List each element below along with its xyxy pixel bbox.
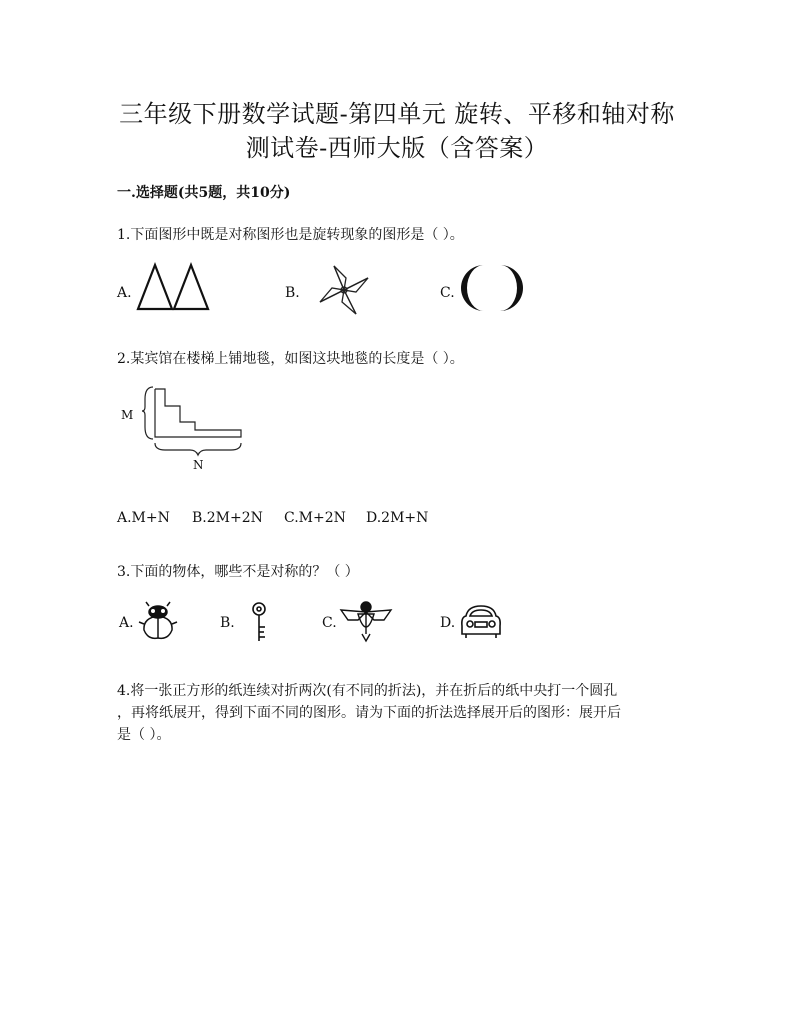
question-2-text: 2.某宾馆在楼梯上铺地毯，如图这块地毯的长度是（ ）。: [117, 351, 464, 367]
q3-option-b-label: B.: [220, 615, 235, 631]
q1-option-a-triangles-figure: [136, 262, 216, 312]
question-4-line3: 是（ ）。: [117, 727, 171, 743]
q2-option-a: A.M+N: [117, 510, 170, 526]
crescent-left: [461, 265, 484, 311]
q3-option-d-car-icon: [460, 604, 502, 640]
left-brace: [142, 387, 153, 439]
q1-option-b-pinwheel-figure: [316, 264, 372, 316]
q2-option-b: B.2M+2N: [192, 510, 263, 526]
q1-option-a-label: A.: [117, 285, 132, 301]
q3-option-a-label: A.: [119, 615, 134, 631]
q2-label-n: N: [193, 458, 204, 472]
question-4-line1: 4.将一张正方形的纸连续对折两次(有不同的折法)，并在折后的纸中央打一个圆孔: [117, 683, 618, 699]
q2-option-d: D.2M+N: [366, 510, 429, 526]
q3-option-d-label: D.: [440, 615, 456, 631]
q2-staircase-figure: [142, 385, 244, 457]
q1-option-b-label: B.: [285, 285, 300, 301]
q2-label-m: M: [121, 408, 134, 422]
question-1-text: 1.下面图形中既是对称图形也是旋转现象的图形是（ ）。: [117, 227, 464, 243]
section-heading: 一.选择题(共5题，共10分): [117, 185, 291, 201]
staircase-outline: [155, 389, 241, 437]
q1-option-c-crescents-figure: [464, 263, 520, 313]
triangle-left: [138, 265, 172, 309]
question-4-line2: ，再将纸展开，得到下面不同的图形。请为下面的折法选择展开后的图形：展开后: [117, 705, 621, 721]
bottom-brace: [155, 443, 241, 455]
crescent-right: [500, 265, 523, 311]
q3-option-b-key-icon: [246, 601, 272, 643]
q1-option-c-label: C.: [440, 285, 455, 301]
triangle-right: [174, 265, 208, 309]
q3-option-c-label: C.: [322, 615, 337, 631]
q2-option-c: C.M+2N: [284, 510, 346, 526]
document-title-line2: 测试卷-西师大版（含答案）: [245, 134, 549, 162]
q3-option-a-cicada-icon: [138, 602, 178, 642]
q3-option-c-kite-bird-icon: [340, 600, 392, 642]
question-3-text: 3.下面的物体，哪些不是对称的？（ ）: [117, 564, 359, 580]
document-title-line1: 三年级下册数学试题-第四单元 旋转、平移和轴对称: [119, 100, 675, 128]
